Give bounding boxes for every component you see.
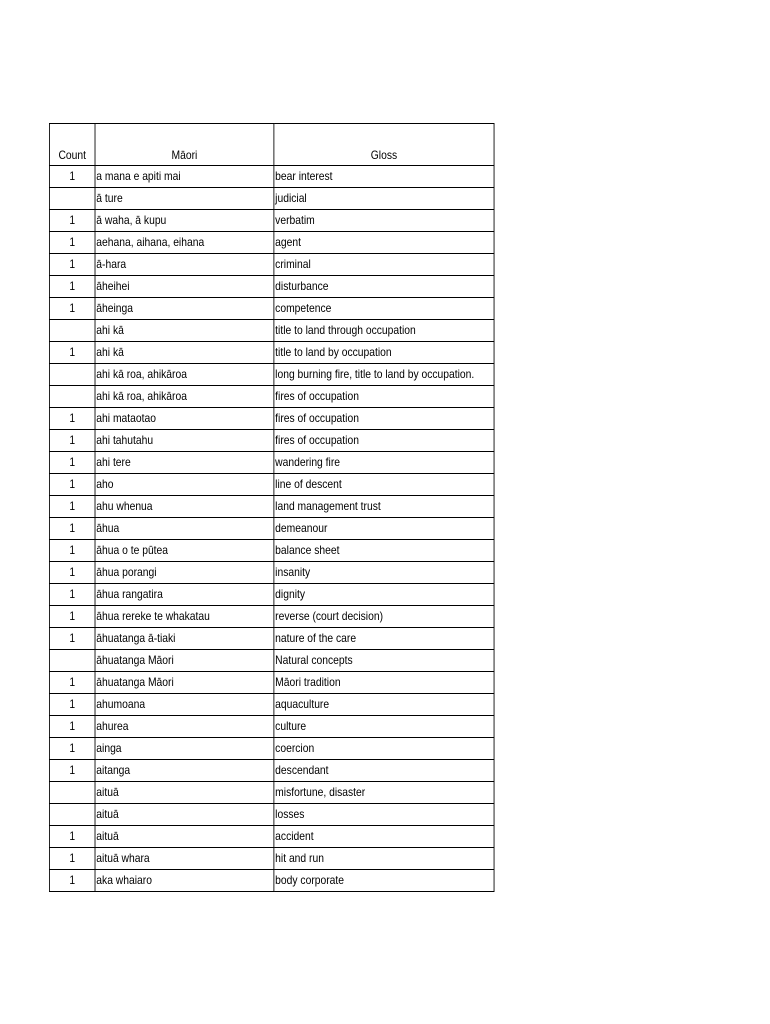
maori-cell: āhua o te pūtea xyxy=(95,540,274,562)
count-cell xyxy=(49,320,95,342)
maori-cell: ahi mataotao xyxy=(95,408,274,430)
table-row xyxy=(49,254,494,276)
maori-cell: ahumoana xyxy=(95,694,274,716)
table-row xyxy=(49,496,494,518)
table-row xyxy=(49,474,494,496)
gloss-cell: reverse (court decision) xyxy=(274,606,494,628)
gloss-cell: disturbance xyxy=(274,276,494,298)
gloss-cell: criminal xyxy=(274,254,494,276)
table-row xyxy=(49,320,494,342)
count-cell: 1 xyxy=(49,870,95,892)
table-row xyxy=(49,518,494,540)
gloss-cell: agent xyxy=(274,232,494,254)
count-cell: 1 xyxy=(49,342,95,364)
count-cell xyxy=(49,804,95,826)
gloss-cell: judicial xyxy=(274,188,494,210)
gloss-cell: body corporate xyxy=(274,870,494,892)
count-cell: 1 xyxy=(49,628,95,650)
table-row xyxy=(49,606,494,628)
count-cell: 1 xyxy=(49,584,95,606)
table-row xyxy=(49,782,494,804)
maori-cell: ahi kā xyxy=(95,320,274,342)
gloss-cell: Natural concepts xyxy=(274,650,494,672)
gloss-cell: insanity xyxy=(274,562,494,584)
count-cell: 1 xyxy=(49,210,95,232)
gloss-cell: fires of occupation xyxy=(274,408,494,430)
gloss-cell: title to land by occupation xyxy=(274,342,494,364)
gloss-cell: hit and run xyxy=(274,848,494,870)
table-row xyxy=(49,738,494,760)
count-cell: 1 xyxy=(49,540,95,562)
table-row xyxy=(49,342,494,364)
table-row xyxy=(49,452,494,474)
gloss-cell: bear interest xyxy=(274,166,494,188)
table-row xyxy=(49,672,494,694)
table-row xyxy=(49,650,494,672)
table-row xyxy=(49,628,494,650)
table-row xyxy=(49,232,494,254)
table-row xyxy=(49,364,494,386)
table-row xyxy=(49,166,494,188)
maori-cell: āheinga xyxy=(95,298,274,320)
maori-cell: ahi tahutahu xyxy=(95,430,274,452)
gloss-cell: descendant xyxy=(274,760,494,782)
table-row xyxy=(49,298,494,320)
count-cell: 1 xyxy=(49,430,95,452)
gloss-cell: line of descent xyxy=(274,474,494,496)
gloss-cell: wandering fire xyxy=(274,452,494,474)
maori-cell: ainga xyxy=(95,738,274,760)
maori-cell: aho xyxy=(95,474,274,496)
table-row xyxy=(49,562,494,584)
table-row xyxy=(49,540,494,562)
header-maori: Māori xyxy=(95,124,274,166)
maori-cell: aituā xyxy=(95,826,274,848)
table-row xyxy=(49,760,494,782)
table-row xyxy=(49,386,494,408)
gloss-cell: culture xyxy=(274,716,494,738)
maori-cell: ahi kā roa, ahikāroa xyxy=(95,386,274,408)
maori-cell: ahurea xyxy=(95,716,274,738)
table-row xyxy=(49,584,494,606)
count-cell: 1 xyxy=(49,166,95,188)
maori-cell: āhuatanga Māori xyxy=(95,672,274,694)
gloss-cell: land management trust xyxy=(274,496,494,518)
maori-cell: ahi kā xyxy=(95,342,274,364)
gloss-cell: fires of occupation xyxy=(274,386,494,408)
table-row xyxy=(49,716,494,738)
count-cell: 1 xyxy=(49,760,95,782)
maori-cell: aehana, aihana, eihana xyxy=(95,232,274,254)
count-cell: 1 xyxy=(49,606,95,628)
maori-cell: aituā xyxy=(95,782,274,804)
count-cell: 1 xyxy=(49,672,95,694)
gloss-cell: aquaculture xyxy=(274,694,494,716)
table-row xyxy=(49,826,494,848)
gloss-cell: verbatim xyxy=(274,210,494,232)
count-cell xyxy=(49,650,95,672)
maori-cell: ahu whenua xyxy=(95,496,274,518)
gloss-cell: demeanour xyxy=(274,518,494,540)
gloss-cell: long burning fire, title to land by occupation. xyxy=(274,364,494,386)
count-cell: 1 xyxy=(49,474,95,496)
maori-cell: ā waha, ā kupu xyxy=(95,210,274,232)
maori-cell: ahi kā roa, ahikāroa xyxy=(95,364,274,386)
maori-cell: āheihei xyxy=(95,276,274,298)
count-cell xyxy=(49,782,95,804)
maori-cell: a mana e apiti mai xyxy=(95,166,274,188)
count-cell: 1 xyxy=(49,408,95,430)
gloss-cell: accident xyxy=(274,826,494,848)
glossary-table xyxy=(49,123,494,892)
gloss-cell: misfortune, disaster xyxy=(274,782,494,804)
header-row xyxy=(49,124,494,166)
count-cell: 1 xyxy=(49,716,95,738)
gloss-cell: balance sheet xyxy=(274,540,494,562)
maori-cell: aituā xyxy=(95,804,274,826)
maori-cell: āhuatanga Māori xyxy=(95,650,274,672)
table-row xyxy=(49,694,494,716)
table-row xyxy=(49,848,494,870)
table-row xyxy=(49,408,494,430)
table-row xyxy=(49,870,494,892)
gloss-cell: dignity xyxy=(274,584,494,606)
gloss-cell: nature of the care xyxy=(274,628,494,650)
count-cell: 1 xyxy=(49,496,95,518)
gloss-cell: title to land through occupation xyxy=(274,320,494,342)
count-cell: 1 xyxy=(49,254,95,276)
count-cell: 1 xyxy=(49,562,95,584)
maori-cell: ā ture xyxy=(95,188,274,210)
maori-cell: aka whaiaro xyxy=(95,870,274,892)
header-gloss: Gloss xyxy=(274,124,494,166)
maori-cell: āhua porangi xyxy=(95,562,274,584)
maori-cell: āhuatanga ā-tiaki xyxy=(95,628,274,650)
maori-cell: ā-hara xyxy=(95,254,274,276)
table-row xyxy=(49,430,494,452)
table-row xyxy=(49,276,494,298)
maori-cell: āhua xyxy=(95,518,274,540)
count-cell: 1 xyxy=(49,452,95,474)
gloss-cell: fires of occupation xyxy=(274,430,494,452)
gloss-cell: losses xyxy=(274,804,494,826)
count-cell: 1 xyxy=(49,518,95,540)
maori-cell: āhua rereke te whakatau xyxy=(95,606,274,628)
maori-cell: aitanga xyxy=(95,760,274,782)
count-cell xyxy=(49,188,95,210)
count-cell: 1 xyxy=(49,694,95,716)
count-cell: 1 xyxy=(49,276,95,298)
maori-cell: ahi tere xyxy=(95,452,274,474)
count-cell: 1 xyxy=(49,738,95,760)
count-cell: 1 xyxy=(49,298,95,320)
count-cell: 1 xyxy=(49,826,95,848)
maori-cell: aituā whara xyxy=(95,848,274,870)
gloss-cell: Māori tradition xyxy=(274,672,494,694)
gloss-cell: competence xyxy=(274,298,494,320)
header-count: Count xyxy=(49,124,95,166)
count-cell xyxy=(49,386,95,408)
count-cell: 1 xyxy=(49,848,95,870)
gloss-cell: coercion xyxy=(274,738,494,760)
table-row xyxy=(49,210,494,232)
table-row xyxy=(49,804,494,826)
count-cell: 1 xyxy=(49,232,95,254)
count-cell xyxy=(49,364,95,386)
table-row xyxy=(49,188,494,210)
maori-cell: āhua rangatira xyxy=(95,584,274,606)
